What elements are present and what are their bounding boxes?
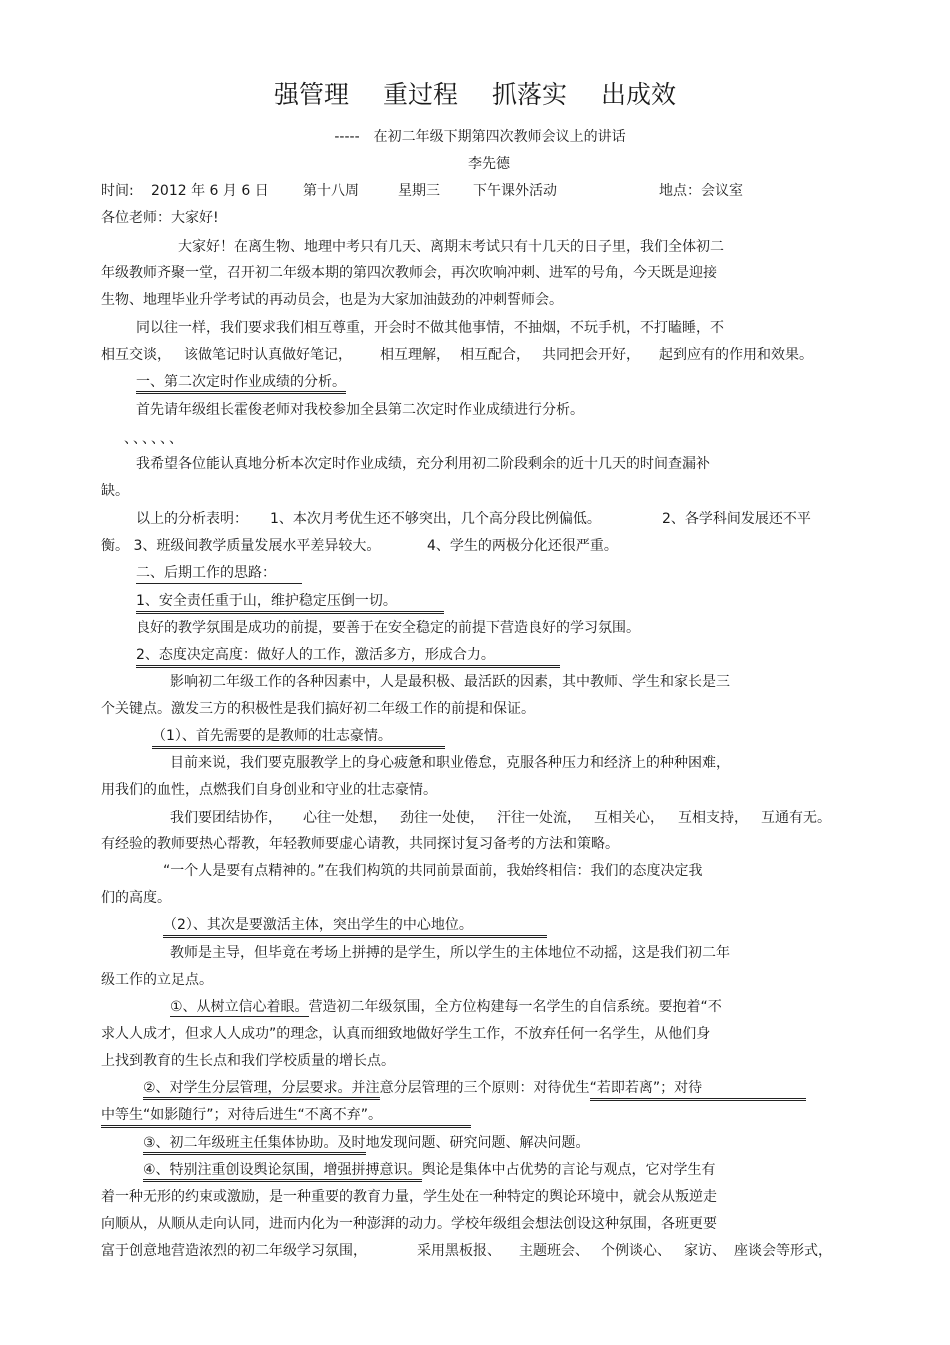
text-fragment: 该做笔记时认真做好笔记， [184,347,352,363]
text-fragment: 个例谈心、 [601,1243,671,1259]
paragraph-line [143,1134,590,1152]
text-fragment: 我们要团结协作， [170,810,282,826]
text-fragment: 座谈会等形式， [734,1243,832,1259]
subitem-heading [163,916,547,938]
heading-text: 1、安全责任重于山，维护稳定压倒一切。 [136,592,444,614]
ellipsis-marks: 、、、、、、 [124,431,185,447]
text-fragment: 以上的分析表明： [136,511,248,527]
paragraph-line: “一个人是要有点精神的。”在我们构筑的共同前景面前，我始终相信：我们的态度决定我 [163,863,703,879]
text-fragment: 地发现问题、研究问题、解决问题。 [365,1135,590,1151]
paragraph-line: 大家好！在离生物、地理中考只有几天、离期末考试只有十几天的日子里，我们全体初二 [178,239,724,255]
meta-weekday: 星期三 [398,183,440,199]
paragraph-line: 同以往一样，我们要求我们相互尊重，开会时不做其他事情，不抽烟，不玩手机，不打瞌睡，不 [136,320,724,336]
meta-week: 第十八周 [303,183,359,199]
text-fragment: 相互交谈， [101,347,171,363]
greeting: 各位老师：大家好! [101,210,219,226]
paragraph-line [136,510,811,528]
meta-session: 下午课外活动 [473,183,557,199]
paragraph-line: 年级教师齐聚一堂，召开初二年级本期的第四次教师会，再次吹响冲刺、进军的号角，今天既是迎接 [101,265,717,281]
paragraph-line: 目前来说，我们要克服教学上的身心疲惫和职业倦怠，克服各种压力和经济上的种种困难， [170,755,730,771]
paragraph-line: 级工作的立足点。 [101,972,213,988]
heading-text: （1）、首先需要的是教师的壮志豪情。 [152,727,445,749]
paragraph-line [101,1106,471,1128]
text-fragment: 采用黑板报、 [417,1243,501,1259]
paragraph-line: 教师是主导，但毕竟在考场上拼搏的是学生，所以学生的主体地位不动摇，这是我们初二年 [170,945,730,961]
meta-place: 地点：会议室 [659,183,743,199]
text-fragment: 富于创意地营造浓烈的初二年级学习氛围， [101,1243,367,1259]
document-subtitle: ----- 在初二年级下期第四次教师会议上的讲话 [334,129,626,145]
title-word-3: 抓落实 [492,80,568,109]
subitem-heading [152,727,445,749]
paragraph-line: 缺。 [101,483,129,499]
text-fragment: 衡。 3、班级间教学质量发展水平差异较大。 [101,538,381,554]
paragraph-line [143,1079,806,1101]
paragraph-line: 着一种无形的约束或激励，是一种重要的教育力量，学生处在一种特定的舆论环境中，就会从叛逆走 [101,1189,717,1205]
paragraph-line: 个关键点。激发三方的积极性是我们搞好初二年级工作的前提和保证。 [101,701,535,717]
paragraph-line: 用我们的血性，点燃我们自身创业和守业的壮志豪情。 [101,782,437,798]
text-fragment: 相互配合， [460,347,530,363]
document-author: 李先德 [468,156,510,172]
text-fragment: 共同把会开好， [542,347,640,363]
title-word-1: 强管理 [273,80,349,109]
heading-text: 二、后期工作的思路： [136,564,302,584]
paragraph-line: 求人人成才，但求人人成功”的理念，认真而细致地做好学生工作，不放弃任何一名学生，从他们身 [101,1026,711,1042]
underlined-lead: ③、初二年级班主任集体协助。及时 [143,1135,366,1155]
text-fragment: 相互理解， [380,347,450,363]
meta-time-label: 时间: [101,183,134,199]
heading-text: 一、第二次定时作业成绩的分析。 [136,374,346,394]
text-fragment: 家访、 [684,1243,726,1259]
underlined-lead: ①、从树立信心着眼。 [170,999,309,1015]
section-heading [136,373,346,391]
text-fragment: 舆论是集体中占优势的言论与观点，它对学生有 [421,1162,716,1178]
paragraph-line: 良好的教学氛围是成功的前提，要善于在安全稳定的前提下营造良好的学习氛围。 [136,620,640,636]
paragraph-line: 生物、地理毕业升学考试的再动员会，也是为大家加油鼓劲的冲刺誓师会。 [101,292,563,308]
underlined-lead: ②、对学生分层管理，分层要求。并注 [143,1080,380,1100]
title-word-2: 重过程 [382,80,458,109]
meta-date: 2012 年 6 月 6 日 [151,183,269,199]
underlined-text: 中等生“如影随行”；对待后进生“不离不弃”。 [101,1106,471,1128]
paragraph-line [101,1242,832,1260]
paragraph-line [170,809,831,827]
title-word-4: 出成效 [601,80,677,109]
item-heading [136,592,444,614]
text-fragment: 营造初二年级氛围，全方位构建每一名学生的自信系统。要抱着“不 [308,999,722,1015]
underlined-lead: ④、特别注重创设舆论氛围，增强拼搏意识。 [143,1162,422,1182]
paragraph-line [101,346,813,364]
text-fragment: 互相关心， [594,810,664,826]
text-fragment: 意分层管理的三个原则：对待优生 [379,1080,590,1096]
text-fragment: 心往一处想， [303,810,387,826]
heading-text: （2）、其次是要激活主体，突出学生的中心地位。 [163,916,547,938]
paragraph-line: 向顺从，从顺从走向认同，进而内化为一种澎湃的动力。学校年级组会想法创设这种氛围，各班更要 [101,1216,717,1232]
paragraph-line [170,998,722,1016]
item-heading [136,646,560,668]
meta-line [101,182,743,200]
text-fragment: 汗往一处流， [497,810,581,826]
paragraph-line: 我希望各位能认真地分析本次定时作业成绩，充分利用初二阶段剩余的近十几天的时间查漏补 [136,456,710,472]
paragraph-line: 们的高度。 [101,890,171,906]
underlined-tail: “若即若离”；对待 [590,1079,806,1101]
paragraph-line [143,1161,716,1179]
paragraph-line: 有经验的教师要热心帮教，年轻教师要虚心请教，共同探讨复习备考的方法和策略。 [101,836,619,852]
document-title [0,78,950,112]
text-fragment: 4、学生的两极分化还很严重。 [427,538,618,554]
text-fragment: 劲往一处使， [400,810,484,826]
text-fragment: 互通有无。 [761,810,831,826]
text-fragment: 互相支持， [678,810,748,826]
paragraph-line: 首先请年级组长霍俊老师对我校参加全县第二次定时作业成绩进行分析。 [136,402,584,418]
text-fragment: 1、本次月考优生还不够突出，几个高分段比例偏低。 [270,511,601,527]
paragraph-line: 影响初二年级工作的各种因素中，人是最积极、最活跃的因素，其中教师、学生和家长是三 [170,674,730,690]
paragraph-line: 上找到教育的生长点和我们学校质量的增长点。 [101,1053,395,1069]
heading-text: 2、态度决定高度：做好人的工作，激活多方，形成合力。 [136,646,560,668]
section-heading [136,564,302,584]
text-fragment: 起到应有的作用和效果。 [659,347,813,363]
text-fragment: 2、各学科间发展还不平 [662,511,811,527]
paragraph-line [101,537,618,555]
text-fragment: 主题班会、 [519,1243,589,1259]
